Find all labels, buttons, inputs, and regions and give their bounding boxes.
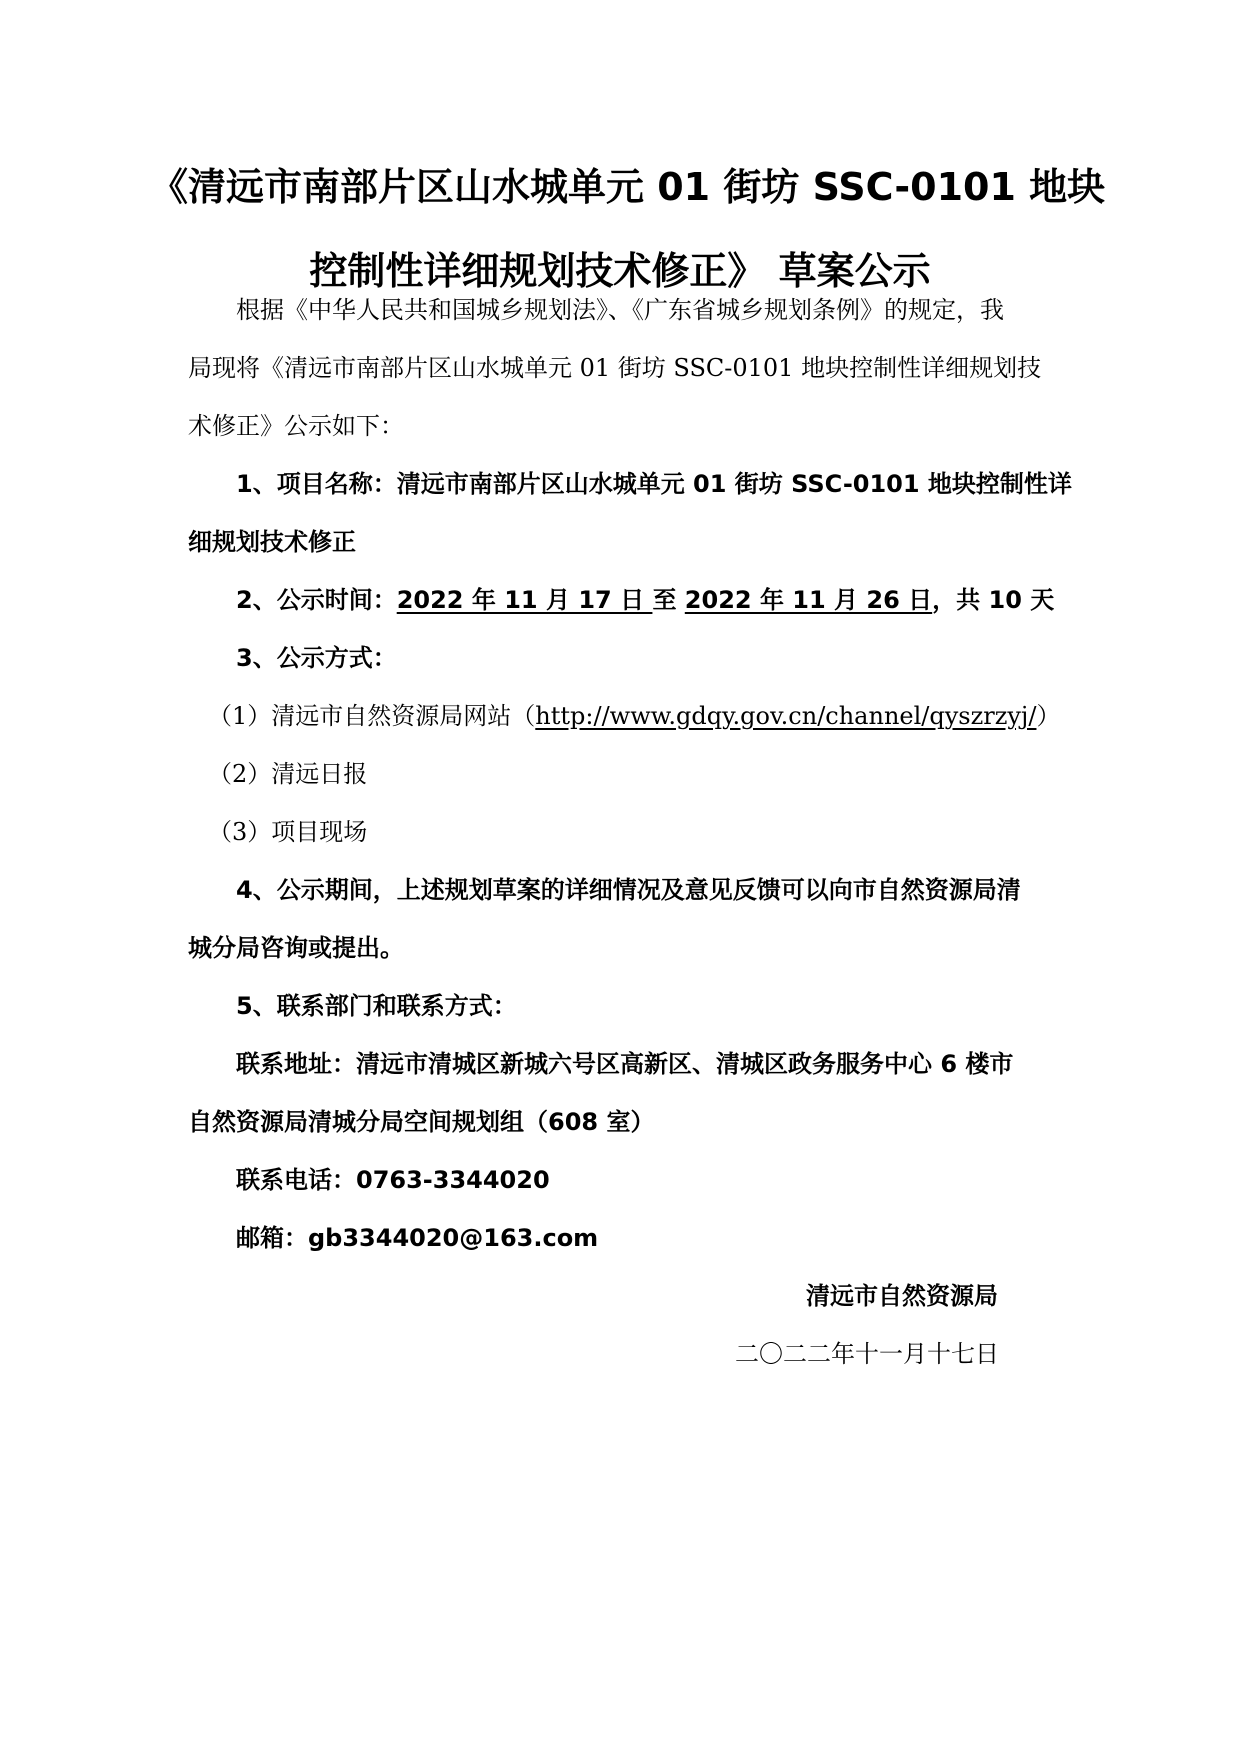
item4-line-1: 4、公示期间，上述规划草案的详细情况及意见反馈可以向市自然资源局清: [236, 876, 1021, 904]
item3-way-1: [208, 704, 1073, 728]
title-line-1: 《清远市南部片区山水城单元 01 街坊 SSC-0101 地块: [150, 165, 1106, 209]
contact-address-line-1: 联系地址：清远市清城区新城六号区高新区、清城区政务服务中心 6 楼市: [236, 1050, 1014, 1078]
item2-end-date: 2022 年 11 月 26 日: [684, 586, 933, 614]
item4-line-2: 城分局咨询或提出。: [188, 934, 404, 962]
item2-start-date: 2022 年 11 月 17 日: [396, 586, 653, 614]
intro-line-3: 术修正》公示如下：: [188, 412, 404, 440]
item5-heading: 5、联系部门和联系方式：: [236, 992, 517, 1020]
intro-line-1: 根据《中华人民共和国城乡规划法》、《广东省城乡规划条例》的规定，我: [236, 296, 1004, 324]
item2-publicity-time: [236, 588, 1101, 612]
signature-date: 二〇二二年十一月十七日: [735, 1340, 999, 1368]
way1-suffix: ）: [1036, 702, 1061, 730]
item1-line-2: 细规划技术修正: [188, 528, 356, 556]
intro-line-2: 局现将《清远市南部片区山水城单元 01 街坊 SSC-0101 地块控制性详细规划技: [188, 354, 1042, 382]
item3-way-2: （2）清远日报: [208, 760, 368, 788]
contact-email: 邮箱：gb3344020@163.com: [236, 1224, 599, 1252]
item2-suffix: ，共 10 天: [932, 586, 1055, 614]
contact-address-line-2: 自然资源局清城分局空间规划组（608 室）: [188, 1108, 655, 1136]
item2-to: 至: [652, 586, 685, 614]
item1-line-1: 1、项目名称：清远市南部片区山水城单元 01 街坊 SSC-0101 地块控制性详: [236, 470, 1072, 498]
title-line-2: 控制性详细规划技术修正》 草案公示: [309, 249, 931, 293]
signature-org: 清远市自然资源局: [806, 1282, 998, 1310]
way1-prefix: （1）清远市自然资源局网站（: [208, 702, 536, 730]
item3-heading: 3、公示方式：: [236, 644, 397, 672]
contact-phone: 联系电话：0763-3344020: [236, 1166, 550, 1194]
website-link[interactable]: http://www.gdqy.gov.cn/channel/qyszrzyj/: [535, 702, 1037, 730]
item3-way-3: （3）项目现场: [208, 818, 368, 846]
item2-prefix: 2、公示时间：: [236, 586, 397, 614]
